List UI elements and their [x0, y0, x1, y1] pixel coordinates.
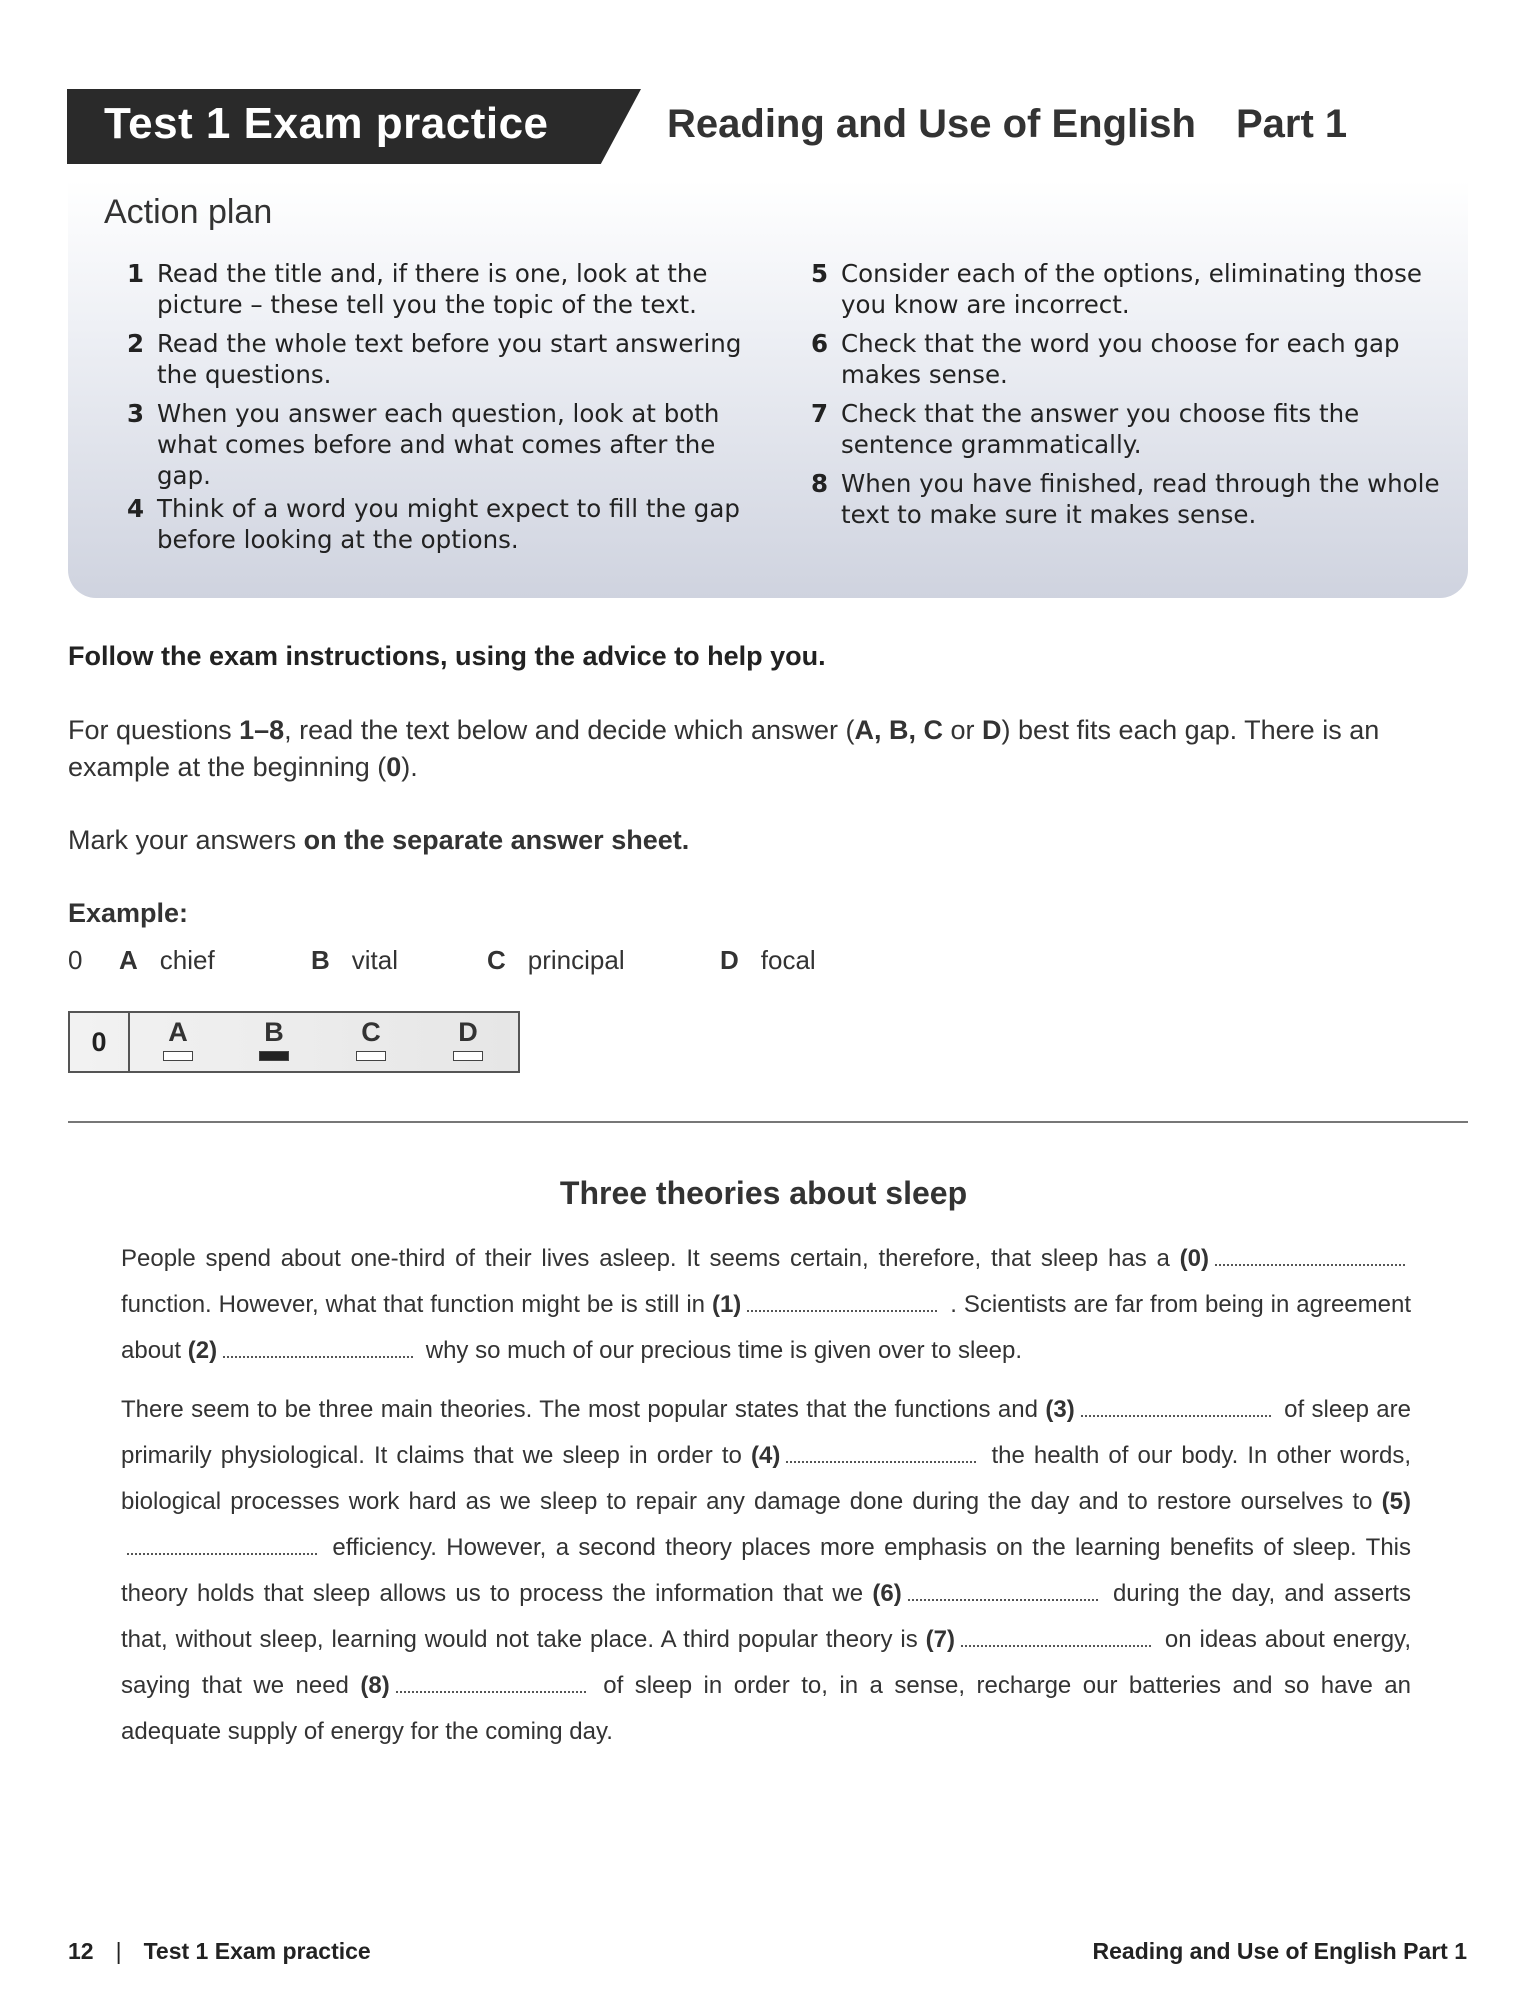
gap-number: (3) — [1045, 1396, 1075, 1423]
option-letter: D — [720, 945, 739, 975]
gap-blank[interactable] — [396, 1673, 586, 1693]
answer-mark — [163, 1051, 193, 1061]
action-plan-item — [127, 493, 767, 555]
header-part: Part 1 — [1235, 102, 1348, 146]
answer-option-a[interactable] — [158, 1017, 198, 1061]
text-run-bold: A, B, C — [854, 715, 943, 745]
text-run: ). — [401, 752, 418, 782]
action-plan-title: Action plan — [104, 193, 273, 231]
gap-blank[interactable] — [961, 1627, 1151, 1647]
section-divider — [68, 1121, 1468, 1123]
action-plan-item — [811, 328, 1451, 390]
text-run: For questions — [68, 715, 240, 745]
text-run: of sleep are primarily physiological. It claims that we sleep in order to — [121, 1396, 1411, 1469]
item-text: Read the title and, if there is one, look at the picture – these tell you the topic of the text. — [157, 259, 708, 319]
action-plan-item — [127, 258, 767, 320]
gap-number: (1) — [711, 1291, 742, 1318]
item-number: 8 — [811, 469, 829, 498]
text-run: There seem to be three main theories. The most popular states that the functions and — [121, 1396, 1038, 1423]
text-run: during the day, and asserts that, without sleep, learning would not take place. A third popular theory is — [121, 1580, 1412, 1653]
text-run: function. However, what that function might be is still in — [121, 1291, 706, 1318]
instructions-heading: Follow the exam instructions, using the advice to help you. — [68, 641, 826, 671]
gap-number: (7) — [925, 1626, 955, 1653]
action-plan-item — [127, 398, 767, 491]
item-number: 2 — [127, 329, 145, 358]
article-title: Three theories about sleep — [559, 1175, 968, 1211]
action-plan-item — [127, 328, 767, 390]
page-number: 12 — [68, 1938, 94, 1964]
header-section: Reading and Use of English — [667, 102, 1196, 146]
example-number: 0 — [68, 945, 83, 975]
gap-blank[interactable] — [908, 1581, 1098, 1601]
text-run: the health of our body. In other words, biological processes work hard as we sleep to repair any damage done during the day and to restore ourselves to — [121, 1442, 1411, 1515]
item-number: 4 — [127, 494, 145, 523]
answer-letter: C — [361, 1017, 381, 1047]
gap-number: (2) — [187, 1337, 218, 1364]
gap-blank[interactable] — [1081, 1397, 1271, 1417]
footer-right-title: Reading and Use of English Part 1 — [1092, 1938, 1467, 1964]
item-number: 3 — [127, 399, 145, 428]
gap-number: (6) — [872, 1580, 902, 1607]
answer-letter: A — [168, 1017, 188, 1047]
example-answer-box — [68, 1011, 520, 1073]
example-option-b — [311, 945, 398, 976]
action-plan-right-list — [811, 258, 1451, 538]
text-run: ) best fits each gap. There is an example at the beginning ( — [68, 715, 1380, 782]
gap-number: (5) — [1381, 1488, 1412, 1515]
answer-letter: D — [458, 1017, 478, 1047]
header-tab-title: Test 1 Exam practice — [104, 99, 549, 148]
action-plan-item — [811, 258, 1451, 320]
answer-mark — [356, 1051, 386, 1061]
footer-separator: | — [115, 1938, 122, 1964]
header-section-title — [667, 94, 1347, 154]
gap-number: (4) — [750, 1442, 781, 1469]
item-text: Check that the answer you choose fits the sentence grammatically. — [841, 399, 1360, 459]
text-run: . Scientists are far from being in agreement about — [121, 1291, 1411, 1364]
option-word: chief — [159, 945, 215, 975]
footer-left-title: Test 1 Exam practice — [143, 1938, 371, 1964]
article-paragraph-1 — [121, 1236, 1411, 1374]
option-letter: C — [487, 945, 506, 975]
item-text: Think of a word you might expect to fill the gap before looking at the options. — [157, 494, 740, 554]
text-run: Mark your answers — [68, 825, 304, 855]
gap-number: (8) — [360, 1672, 390, 1699]
item-number: 7 — [811, 399, 829, 428]
answer-option-c[interactable] — [351, 1017, 391, 1061]
text-run: efficiency. However, a second theory places more emphasis on the learning benefits of sleep. This theory holds that sleep allows us to process the information that we — [121, 1534, 1412, 1607]
item-text: When you answer each question, look at both what comes before and what comes after the gap. — [157, 399, 720, 490]
answer-sheet-instruction — [68, 822, 1468, 859]
option-letter: A — [119, 945, 138, 975]
action-plan-left-list — [127, 258, 767, 563]
instructions-paragraph — [68, 712, 1468, 786]
text-run: on ideas about energy, saying that we need — [121, 1626, 1412, 1699]
answer-box-number: 0 — [70, 1013, 130, 1071]
example-option-a — [119, 945, 215, 976]
gap-blank[interactable] — [223, 1338, 413, 1358]
text-run: of sleep in order to, in a sense, recharge our batteries and so have an adequate supply of energy for the coming day. — [121, 1672, 1411, 1745]
item-number: 5 — [811, 259, 829, 288]
example-label: Example: — [68, 898, 189, 928]
text-run-bold: 0 — [386, 752, 402, 782]
gap-blank[interactable] — [786, 1443, 976, 1463]
action-plan-item — [811, 468, 1451, 530]
item-number: 1 — [127, 259, 145, 288]
example-option-d — [720, 945, 816, 976]
option-letter: B — [311, 945, 330, 975]
item-text: Consider each of the options, eliminating those you know are incorrect. — [841, 259, 1422, 319]
answer-letter: B — [264, 1017, 284, 1047]
item-text: Check that the word you choose for each gap makes sense. — [841, 329, 1400, 389]
text-run-bold: 1–8 — [239, 715, 285, 745]
text-run-bold: on the separate answer sheet. — [303, 825, 690, 855]
answer-mark-selected — [259, 1051, 289, 1061]
example-option-c — [487, 945, 625, 976]
text-run: People spend about one-third of their lives asleep. It seems certain, therefore, that sleep has a — [121, 1245, 1170, 1272]
item-text: Read the whole text before you start answering the questions. — [157, 329, 742, 389]
article-paragraph-2 — [121, 1387, 1411, 1755]
text-run: why so much of our precious time is given over to sleep. — [425, 1337, 1023, 1364]
answer-mark — [453, 1051, 483, 1061]
gap-blank[interactable] — [747, 1292, 937, 1312]
text-run: or — [943, 715, 983, 745]
text-run: , read the text below and decide which answer ( — [284, 715, 855, 745]
option-word: focal — [760, 945, 816, 975]
gap-number: (0) — [1179, 1245, 1209, 1272]
gap-blank[interactable] — [1215, 1246, 1405, 1266]
option-word: vital — [351, 945, 399, 975]
item-number: 6 — [811, 329, 829, 358]
answer-option-d[interactable] — [448, 1017, 488, 1061]
option-word: principal — [527, 945, 625, 975]
answer-option-b[interactable] — [254, 1017, 294, 1061]
gap-blank[interactable] — [127, 1535, 317, 1555]
action-plan-item — [811, 398, 1451, 460]
item-text: When you have finished, read through the whole text to make sure it makes sense. — [841, 469, 1440, 529]
text-run-bold: D — [982, 715, 1002, 745]
footer-left — [68, 1938, 371, 1965]
